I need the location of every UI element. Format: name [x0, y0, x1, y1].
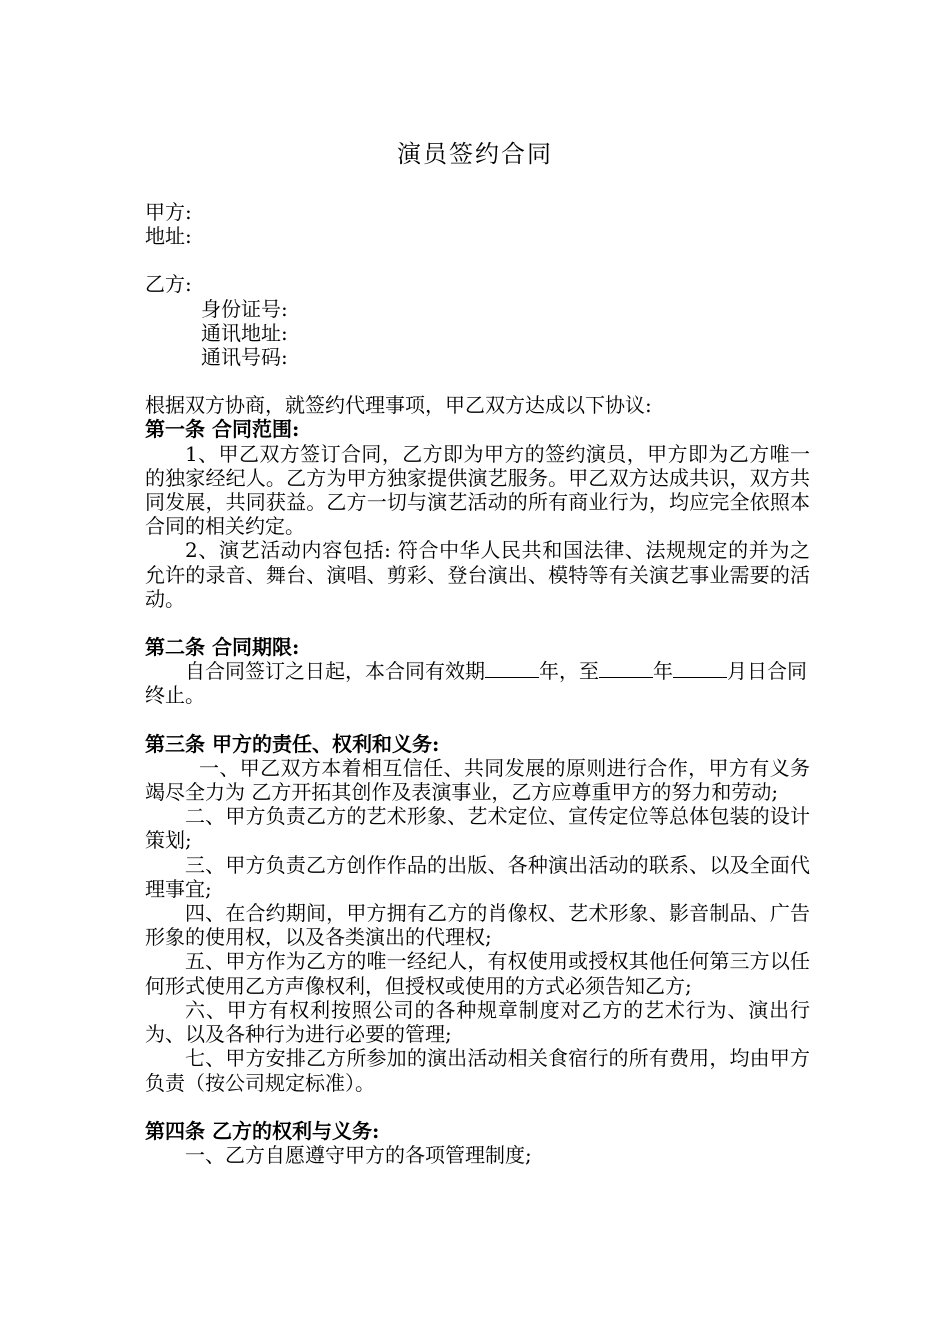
article1-clause-2: 2、演艺活动内容包括: 符合中华人民共和国法律、法规规定的并为之允许的录音、舞台、演唱、剪彩、登台演出、模特等有关演艺事业需要的活动。	[145, 538, 810, 611]
document-title: 演员签约合同	[397, 140, 553, 168]
article3-item: 四、在合约期间，甲方拥有乙方的肖像权、艺术形象、影音制品、广告形象的使用权，以及各类演出的代理权;	[145, 901, 810, 950]
article3-item: 三、甲方负责乙方创作作品的出版、各种演出活动的联系、以及全面代理事宜;	[145, 852, 810, 901]
article2-term	[145, 659, 810, 707]
article3-heading: 第三条 甲方的责任、权利和义务:	[145, 731, 440, 756]
term-blank-years	[485, 659, 539, 678]
article2-heading: 第二条 合同期限:	[145, 635, 300, 660]
article3-item: 五、甲方作为乙方的唯一经纪人，有权使用或授权其他任何第三方以任何形式使用乙方声像权利，但授权或使用的方式必须告知乙方;	[145, 949, 810, 998]
article4-item: 一、乙方自愿遵守甲方的各项管理制度;	[185, 1142, 532, 1167]
term-text-c: 年	[653, 659, 673, 684]
term-text-b: 年，至	[539, 659, 599, 684]
term-blank-end-month	[673, 659, 727, 678]
term-blank-end-year	[599, 659, 653, 678]
intro-paragraph: 根据双方协商，就签约代理事项，甲乙双方达成以下协议:	[145, 393, 652, 418]
party-b-id-label: 身份证号:	[201, 296, 288, 321]
party-b-address-label: 通讯地址:	[201, 320, 288, 345]
party-b-phone-label: 通讯号码:	[201, 345, 288, 370]
document-body	[145, 200, 810, 1167]
article3-item: 七、甲方安排乙方所参加的演出活动相关食宿行的所有费用，均由甲方负责（按公司规定标准）。	[145, 1046, 810, 1095]
term-text-d: 月日合同终止。	[145, 659, 807, 708]
party-a-address-label: 地址:	[145, 224, 192, 249]
article3-item: 一、甲乙双方本着相互信任、共同发展的原则进行合作，甲方有义务竭尽全力为 乙方开拓其创作及表演事业，乙方应尊重甲方的努力和劳动;	[145, 755, 810, 805]
article3-item: 二、甲方负责乙方的艺术形象、艺术定位、宣传定位等总体包装的设计策划;	[145, 804, 810, 853]
term-text-a: 自合同签订之日起，本合同有效期	[185, 659, 485, 684]
party-b-name-label: 乙方:	[145, 272, 192, 297]
article1-heading: 第一条 合同范围:	[145, 417, 300, 442]
article3-item: 六、甲方有权利按照公司的各种规章制度对乙方的艺术行为、演出行为、以及各种行为进行必要的管理;	[145, 997, 810, 1047]
article1-clause-1: 1、甲乙双方签订合同，乙方即为甲方的签约演员，甲方即为乙方唯一的独家经纪人。乙方为甲方独家提供演艺服务。甲乙双方达成共识，双方共同发展，共同获益。乙方一切与演艺活动的所有商业行为，均应完全依照本合同的相关约定。	[145, 441, 810, 539]
article4-heading: 第四条 乙方的权利与义务:	[145, 1118, 380, 1143]
party-a-name-label: 甲方:	[145, 200, 192, 224]
